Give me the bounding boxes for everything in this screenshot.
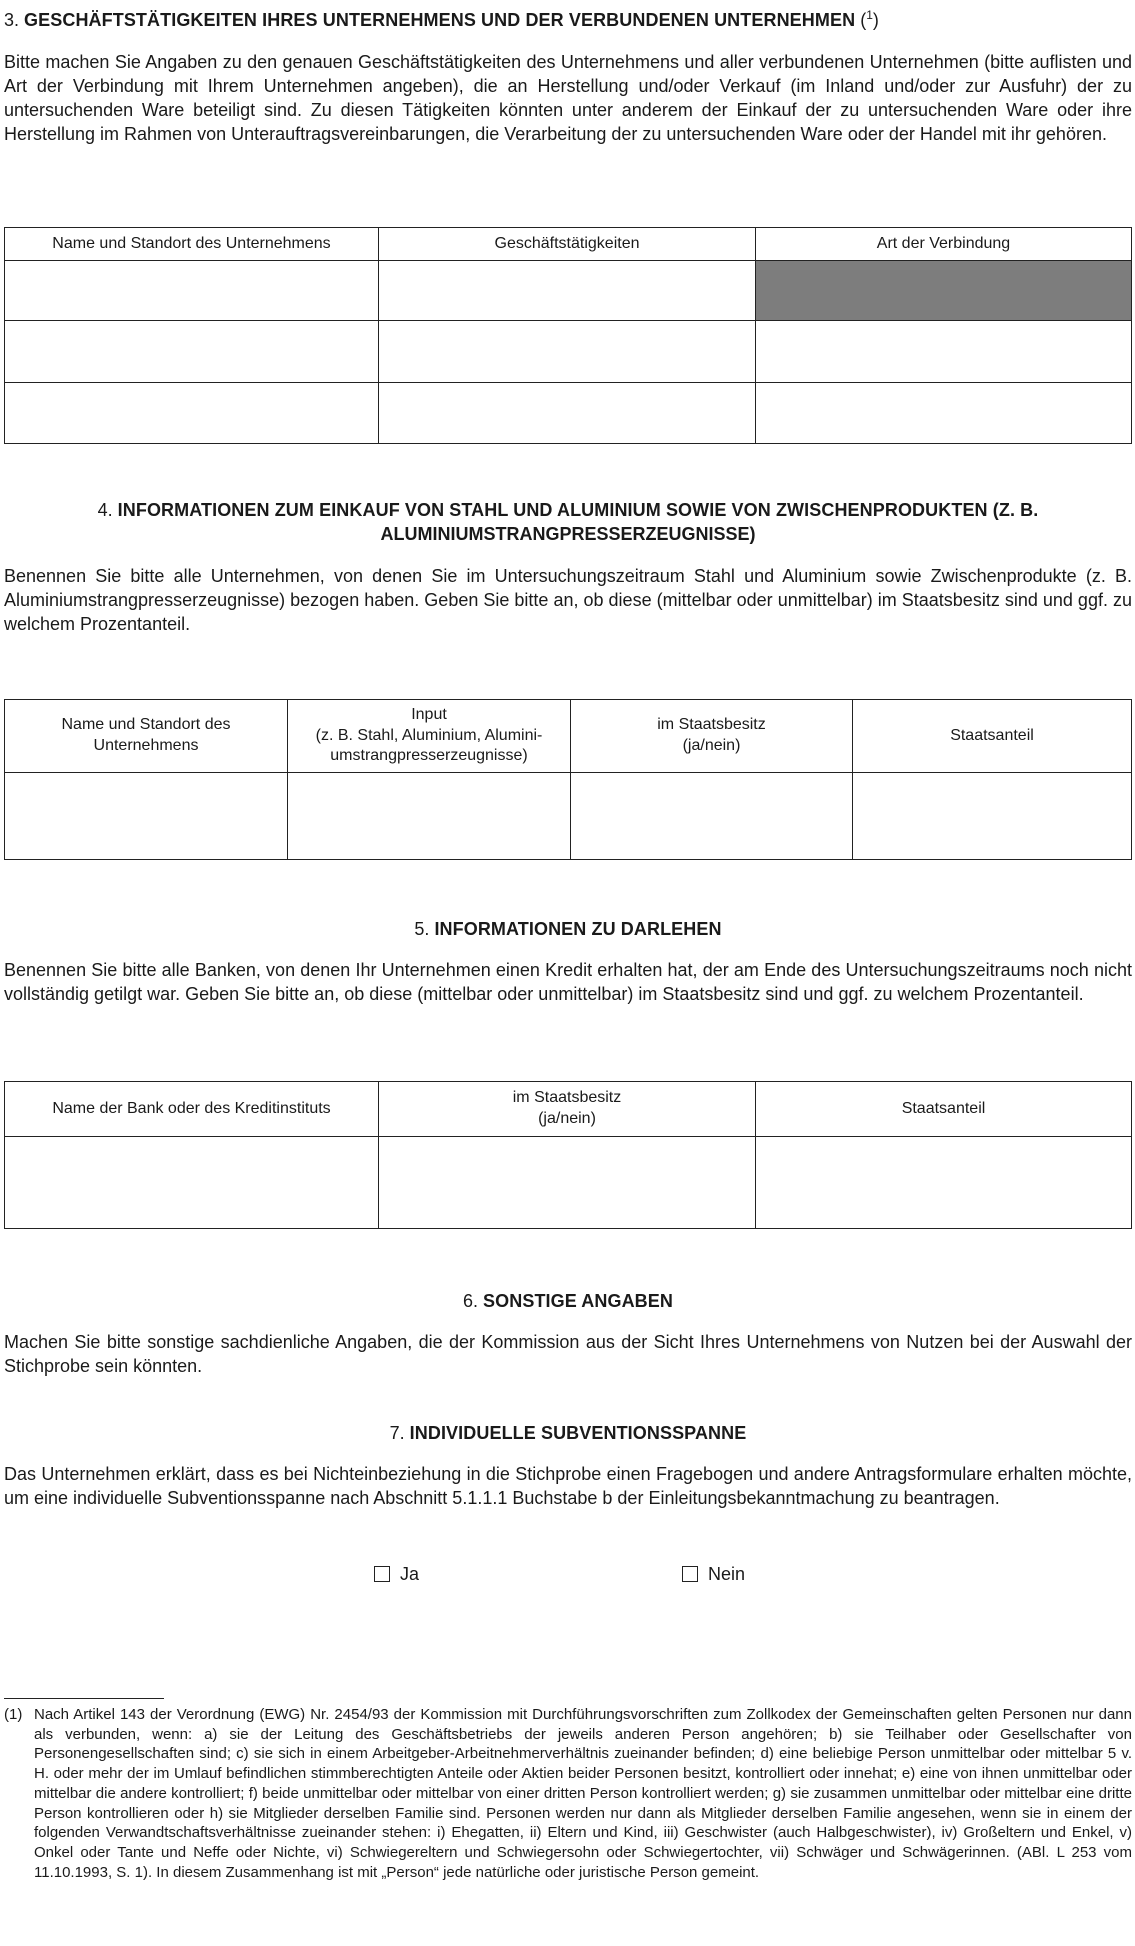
option-nein[interactable]	[682, 1562, 745, 1586]
section-6-heading: 6. SONSTIGE ANGABEN	[463, 1291, 673, 1311]
footnote-divider	[4, 1698, 164, 1699]
section-3-paragraph: Bitte machen Sie Angaben zu den genauen Geschäftstätigkeiten des Unternehmens und aller verbundenen Unternehmen (bitte auflisten und Art der Verbindung mit Ihrem Unternehmen angeben), die an Herstellung und/oder Verkauf (im Inland und/oder zur Ausfuhr) der zu untersuchenden Ware beteiligt sind. Zu diesen Tätigkeiten könnten unter anderem der Einkauf der zu untersuchenden Ware oder ihre Herstellung im Rahmen von Unterauftragsvereinbarungen, die Verarbeitung der zu untersuchenden Ware oder der Handel mit ihr gehören.	[4, 52, 1132, 145]
table-cell-input[interactable]	[379, 321, 756, 383]
table-cell-input[interactable]	[571, 773, 853, 860]
section-4-heading: 4. INFORMATIONEN ZUM EINKAUF VON STAHL UND ALUMINIUM SOWIE VON ZWISCHENPRODUKTEN (Z. B. ALUMINIUMSTRANGPRESSERZEUGNISSE)	[97, 500, 1039, 545]
table-cell-input[interactable]	[5, 261, 379, 321]
ja-label: Ja	[400, 1564, 420, 1584]
table-header: Input (z. B. Stahl, Aluminium, Alumini- umstrangpresserzeugnisse)	[288, 700, 571, 773]
table-header: Geschäftstätigkeiten	[379, 228, 756, 261]
table-cell-shaded	[756, 261, 1132, 321]
table-header: im Staatsbesitz (ja/nein)	[379, 1082, 756, 1137]
table-header: Art der Verbindung	[756, 228, 1132, 261]
section-5-title: INFORMATIONEN ZU DARLEHEN	[434, 919, 722, 939]
section-4-title: INFORMATIONEN ZUM EINKAUF VON STAHL UND ALUMINIUM SOWIE VON ZWISCHENPRODUKTEN (Z. B.	[117, 500, 1039, 520]
table-header: Staatsanteil	[756, 1082, 1132, 1137]
section-3-heading: 3. GESCHÄFTSTÄTIGKEITEN IHRES UNTERNEHMENS UND DER VERBUNDENEN UNTERNEHMEN ($^1$)	[4, 8, 879, 30]
section-6	[4, 1289, 1132, 1378]
section-3-title: GESCHÄFTSTÄTIGKEITEN IHRES UNTERNEHMENS UND DER VERBUNDENEN UNTERNEHMEN	[24, 10, 856, 30]
table-cell-input[interactable]	[5, 1137, 379, 1229]
table-cell-input[interactable]	[379, 383, 756, 444]
option-ja[interactable]	[374, 1562, 419, 1586]
section-4-paragraph: Benennen Sie bitte alle Unternehmen, von denen Sie im Untersuchungszeitraum Stahl und Aluminium sowie Zwischenprodukte (z. B. Aluminiumstrangpresserzeugnisse) bezogen haben. Geben Sie bitte an, ob diese (mittelbar oder unmittelbar) im Staatsbesitz sind und ggf. zu welchem Prozentanteil.	[4, 566, 1132, 635]
footnote	[4, 1705, 1132, 1882]
supplier-table	[4, 699, 1132, 860]
table-header: im Staatsbesitz (ja/nein)	[571, 700, 853, 773]
footnote-text: Nach Artikel 143 der Verordnung (EWG) Nr. 2454/93 der Kommission mit Durchführungsvorschriften zum Zollkodex der Gemeinschaften gelten Personen nur dann als verbunden, wenn: a) sie der Leitung des Geschäftsbetriebs der jeweils anderen Person angehören; b) sie Teilhaber oder Gesellschafter von Personengesellschaften sind; c) sie sich in einem Arbeitgeber-Arbeitnehmerverhältnis zueinander befinden; d) eine beliebige Person unmittelbar oder mittelbar 5 v. H. oder mehr der im Umlauf befindlichen stimmberechtigten Anteile oder Aktien beider Personen besitzt, kontrolliert oder innehat; e) eine von ihnen unmittelbar oder mittelbar die andere kontrolliert; f) beide unmittelbar oder mittelbar von einer dritten Person kontrolliert werden; g) sie zusammen unmittelbar oder mittelbar eine dritte Person kontrollieren oder h) sie Mitglieder derselben Familie sind. Personen werden nur dann als Mitglieder derselben Familie angesehen, wenn sie in einem der folgenden Verwandtschaftsverhältnisse zueinander stehen: i) Ehegatten, ii) Eltern und Kind, iii) Geschwister (auch Halbgeschwister), iv) Großeltern und Enkel, v) Onkel oder Tante und Neffe oder Nichte, vi) Schwiegereltern und Schwiegersohn oder Schwiegertochter, vii) Schwäger und Schwägerinnen. (ABl. L 253 vom 11.10.1993, S. 1). In diesem Zusammenhang ist mit „Person“ jede natürliche oder juristische Person gemeint.	[34, 1706, 1132, 1881]
ja-checkbox[interactable]	[374, 1566, 390, 1582]
table-header: Name der Bank oder des Kreditinstituts	[5, 1082, 379, 1137]
section-6-title: SONSTIGE ANGABEN	[483, 1291, 673, 1311]
table-header: Name und Standort des Unternehmens	[5, 700, 288, 773]
table-cell-input[interactable]	[379, 1137, 756, 1229]
table-cell-input[interactable]	[756, 383, 1132, 444]
section-7-paragraph: Das Unternehmen erklärt, dass es bei Nichteinbeziehung in die Stichprobe einen Fragebogen und andere Antragsformulare erhalten möchte, um eine individuelle Subventionsspanne nach Abschnitt 5.1.1.1 Buchstabe b der Einleitungsbekanntmachung zu beantragen.	[4, 1464, 1132, 1509]
table-cell-input[interactable]	[853, 773, 1132, 860]
table-cell-input[interactable]	[5, 773, 288, 860]
section-4	[4, 498, 1132, 637]
affiliated-companies-table	[4, 227, 1132, 444]
section-5-heading: 5. INFORMATIONEN ZU DARLEHEN	[414, 919, 722, 939]
section-7	[4, 1421, 1132, 1510]
table-cell-input[interactable]	[379, 261, 756, 321]
section-7-heading: 7. INDIVIDUELLE SUBVENTIONSSPANNE	[389, 1423, 747, 1443]
table-cell-input[interactable]	[756, 1137, 1132, 1229]
nein-label: Nein	[708, 1564, 746, 1584]
section-6-paragraph: Machen Sie bitte sonstige sachdienliche Angaben, die der Kommission aus der Sicht Ihres Unternehmens von Nutzen bei der Auswahl der Stichprobe sein könnten.	[4, 1332, 1132, 1377]
table-cell-input[interactable]	[5, 321, 379, 383]
table-cell-input[interactable]	[288, 773, 571, 860]
section-5	[4, 917, 1132, 1006]
table-header: Name und Standort des Unternehmens	[5, 228, 379, 261]
table-header: Staatsanteil	[853, 700, 1132, 773]
subsidy-margin-options	[0, 1560, 1135, 1590]
section-5-paragraph: Benennen Sie bitte alle Banken, von denen Ihr Unternehmen einen Kredit erhalten hat, der am Ende des Untersuchungszeitraums noch nicht vollständig getilgt war. Geben Sie bitte an, ob diese (mittelbar oder unmittelbar) im Staatsbesitz sind und ggf. zu welchem Prozentanteil.	[4, 960, 1132, 1005]
footnote-mark: (1)	[4, 1706, 23, 1723]
section-7-title: INDIVIDUELLE SUBVENTIONSSPANNE	[409, 1423, 747, 1443]
section-3	[4, 8, 1132, 147]
footnote-ref: 1	[866, 8, 873, 22]
table-cell-input[interactable]	[756, 321, 1132, 383]
bank-loans-table	[4, 1081, 1132, 1229]
nein-checkbox[interactable]	[682, 1566, 698, 1582]
table-cell-input[interactable]	[5, 383, 379, 444]
